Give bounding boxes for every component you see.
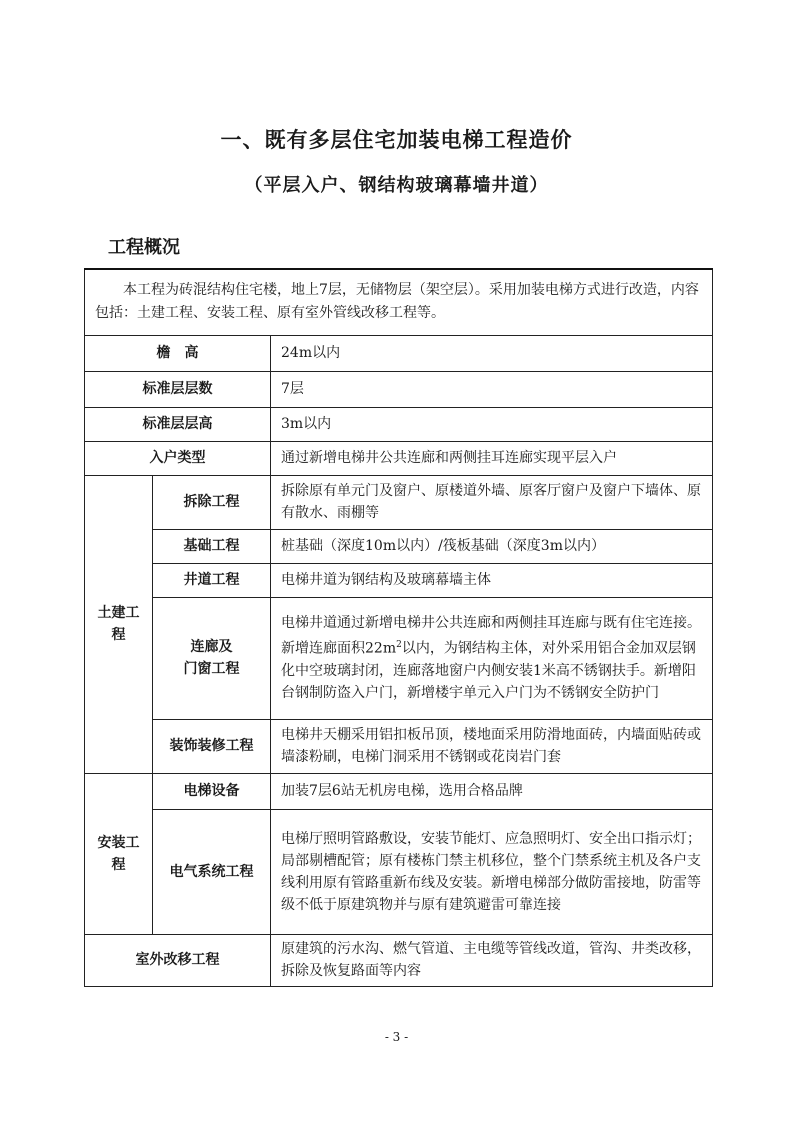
std-floors-value: 7层 bbox=[271, 371, 713, 407]
electrical-label: 电气系统工程 bbox=[153, 809, 271, 934]
shaft-value: 电梯井道为钢结构及玻璃幕墙主体 bbox=[271, 563, 713, 597]
entry-type-value: 通过新增电梯井公共连廊和两侧挂耳连廊实现平层入户 bbox=[271, 441, 713, 475]
corridor-label bbox=[153, 597, 271, 719]
foundation-label: 基础工程 bbox=[153, 529, 271, 563]
civil-label: 土建工程 bbox=[85, 475, 153, 773]
std-floors-label: 标准层层数 bbox=[85, 371, 271, 407]
corridor-label-line1: 连廊及 bbox=[190, 639, 233, 655]
install-label: 安装工程 bbox=[85, 773, 153, 934]
document-title: 一、既有多层住宅加装电梯工程造价 bbox=[220, 128, 573, 152]
eave-height-value: 24m以内 bbox=[271, 335, 713, 371]
elevator-label: 电梯设备 bbox=[153, 773, 271, 809]
demolition-value: 拆除原有单元门及窗户、原楼道外墙、原客厅窗户及窗户下墙体、原有散水、雨棚等 bbox=[271, 475, 713, 529]
elevator-value: 加装7层6站无机房电梯，选用合格品牌 bbox=[271, 773, 713, 809]
foundation-value: 桩基础（深度10m以内）/筏板基础（深度3m以内） bbox=[271, 529, 713, 563]
corridor-value-text-2: 以内，为钢结构主体，对外采用铝合金加双层钢化中空玻璃封闭，连廊落地窗户内侧安装1米高不锈钢扶手。新增阳台钢制防盗入户门，新增楼宇单元入户门为不锈钢安全防护门 bbox=[281, 640, 696, 701]
electrical-value: 电梯厅照明管路敷设，安装节能灯、应急照明灯、安全出口指示灯；局部剔槽配管；原有楼栋门禁主机移位，整个门禁系统主机及各户支线利用原有管路重新布线及安装。新增电梯部分做防雷接地，防雷等级不低于原建筑物并与原有建筑避雷可靠连接 bbox=[271, 809, 713, 934]
project-overview-table bbox=[84, 268, 713, 987]
page-number: - 3 - bbox=[384, 1030, 409, 1044]
corridor-value bbox=[271, 597, 713, 719]
corridor-label-line2: 门窗工程 bbox=[183, 661, 240, 677]
eave-height-label: 檐 高 bbox=[85, 335, 271, 371]
demolition-label: 拆除工程 bbox=[153, 475, 271, 529]
outdoor-value: 原建筑的污水沟、燃气管道、主电缆等管线改道，管沟、井类改移，拆除及恢复路面等内容 bbox=[271, 934, 713, 986]
corridor-value-sup: 2 bbox=[396, 640, 402, 651]
std-floor-height-value: 3m以内 bbox=[271, 407, 713, 441]
section-heading: 工程概况 bbox=[108, 237, 180, 258]
decoration-value: 电梯井天棚采用铝扣板吊顶，楼地面采用防滑地面砖，内墙面贴砖或墙漆粉刷，电梯门洞采用不锈钢或花岗岩门套 bbox=[271, 719, 713, 773]
entry-type-label: 入户类型 bbox=[85, 441, 271, 475]
std-floor-height-label: 标准层层高 bbox=[85, 407, 271, 441]
corridor-value-text-1: 电梯井道通过新增电梯井公共连廊和两侧挂耳连廊与既有住宅连接。新增连廊面积22m bbox=[281, 615, 701, 657]
decoration-label: 装饰装修工程 bbox=[153, 719, 271, 773]
intro-text: 本工程为砖混结构住宅楼，地上7层，无储物层（架空层）。采用加装电梯方式进行改造，内容包括：土建工程、安装工程、原有室外管线改移工程等。 bbox=[85, 269, 713, 335]
outdoor-label: 室外改移工程 bbox=[85, 934, 271, 986]
shaft-label: 井道工程 bbox=[153, 563, 271, 597]
document-subtitle: （平层入户、钢结构玻璃幕墙井道） bbox=[244, 175, 549, 196]
